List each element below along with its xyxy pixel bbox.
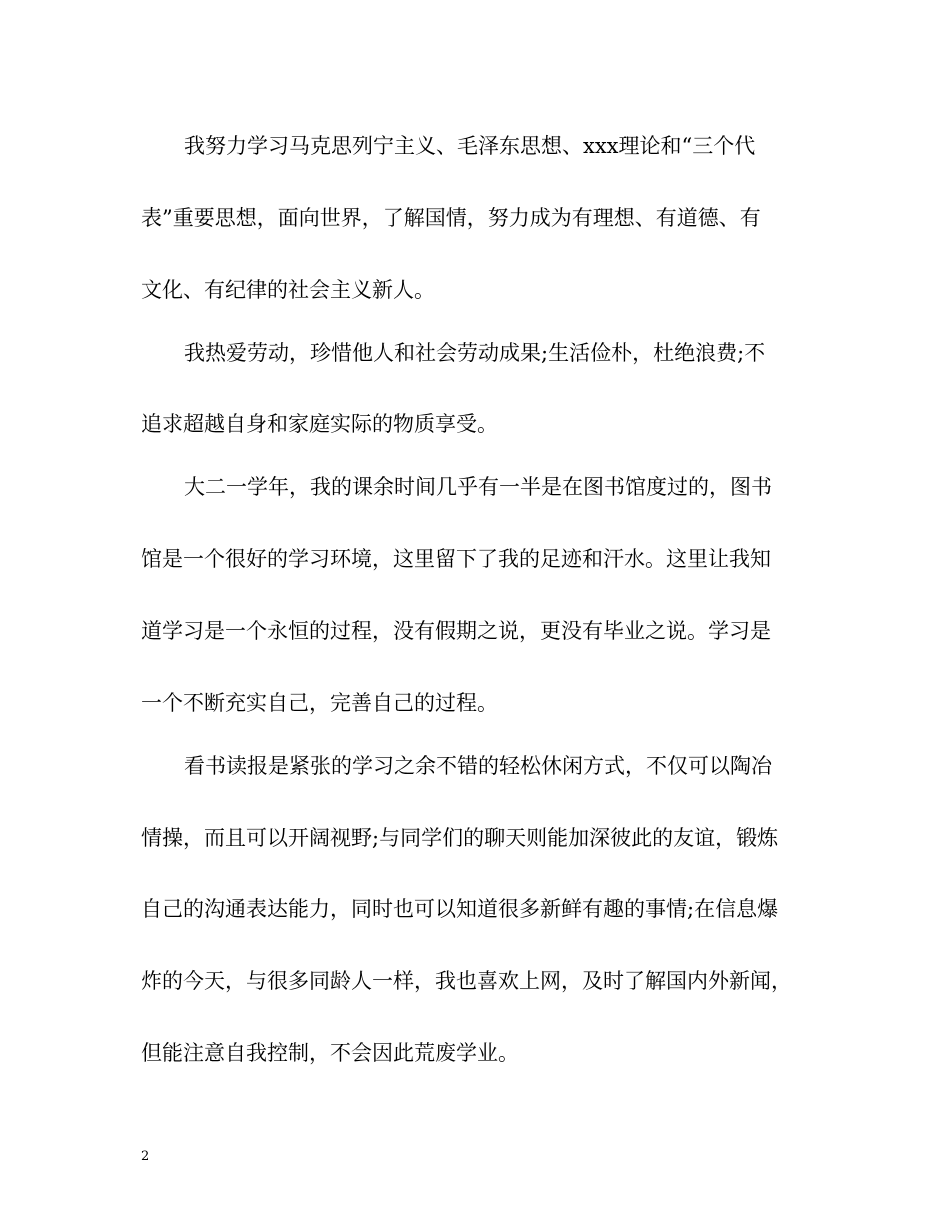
- paragraph-4-line-1: 看书读报是紧张的学习之余不错的轻松休闲方式，不仅可以陶冶: [184, 754, 772, 778]
- paragraph-4-line-4: 炸的今天，与很多同龄人一样，我也喜欢上网，及时了解国内外新闻，: [141, 969, 792, 993]
- paragraph-4-line-3: 自己的沟通表达能力，同时也可以知道很多新鲜有趣的事情;在信息爆: [141, 897, 779, 921]
- paragraph-3-line-2: 馆是一个很好的学习环境，这里留下了我的足迹和汗水。这里让我知: [141, 547, 771, 571]
- paragraph-3-line-1: 大二一学年，我的课余时间几乎有一半是在图书馆度过的，图书: [184, 475, 772, 499]
- paragraph-1-line-2: 表”重要思想，面向世界，了解国情，努力成为有理想、有道德、有: [141, 206, 761, 230]
- paragraph-2-line-2: 追求超越自身和家庭实际的物质享受。: [141, 412, 498, 436]
- paragraph-3-line-4: 一个不断充实自己，完善自己的过程。: [141, 691, 498, 715]
- paragraph-1-line-1: 我努力学习马克思列宁主义、毛泽东思想、xxx理论和“三个代: [184, 134, 756, 158]
- paragraph-3-line-3: 道学习是一个永恒的过程，没有假期之说，更没有毕业之说。学习是: [141, 619, 771, 643]
- paragraph-4-line-5: 但能注意自我控制，不会因此荒废学业。: [141, 1041, 519, 1065]
- page-number: 2: [141, 1149, 150, 1164]
- paragraph-2-line-1: 我热爱劳动，珍惜他人和社会劳动成果;生活俭朴，杜绝浪费;不: [184, 341, 766, 365]
- paragraph-1-line-3: 文化、有纪律的社会主义新人。: [141, 278, 435, 302]
- paragraph-4-line-2: 情操，而且可以开阔视野;与同学们的聊天则能加深彼此的友谊，锻炼: [141, 826, 779, 850]
